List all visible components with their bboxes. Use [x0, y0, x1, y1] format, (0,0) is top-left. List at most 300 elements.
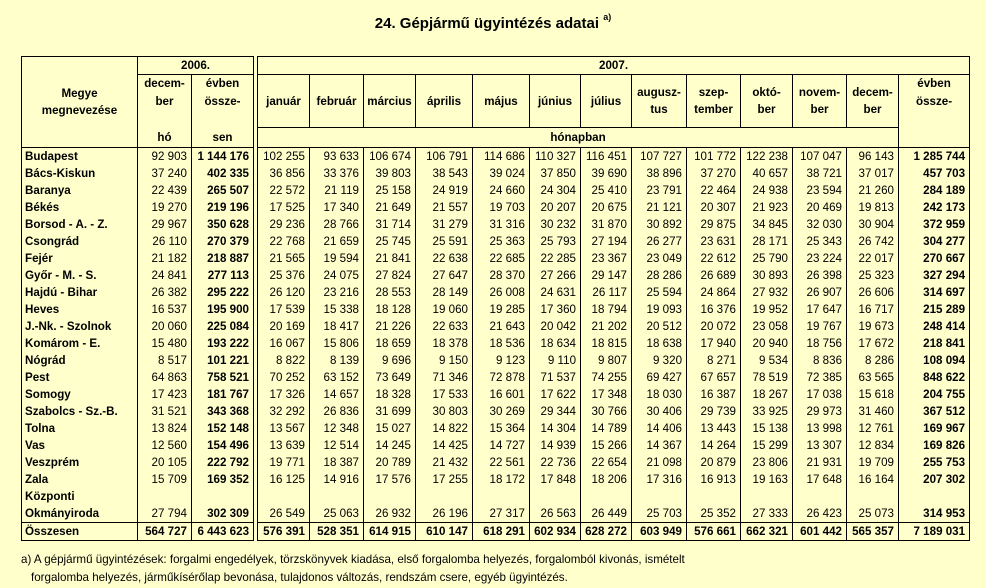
- cell-value: 29 739: [687, 403, 741, 420]
- cell-value: 169 967: [899, 420, 970, 437]
- cell-value: 13 998: [793, 420, 847, 437]
- cell-value: [847, 488, 899, 505]
- table-row: [22, 199, 970, 216]
- cell-value: 17 576: [364, 471, 416, 488]
- cell-value: 96 143: [847, 148, 899, 166]
- title-text: 24. Gépjármű ügyintézés adatai: [374, 15, 600, 32]
- cell-value: 14 425: [416, 437, 473, 454]
- cell-value: 17 647: [793, 301, 847, 318]
- cell-value: 21 557: [416, 199, 473, 216]
- cell-value: 23 058: [741, 318, 793, 335]
- cell-value: 15 338: [310, 301, 364, 318]
- cell-value: 19 594: [310, 250, 364, 267]
- cell-value: 350 628: [192, 216, 254, 233]
- cell-value: 662 321: [741, 523, 793, 541]
- cell-value: 21 923: [741, 199, 793, 216]
- cell-value: 36 856: [258, 165, 310, 182]
- county-name: Borsod - A. - Z.: [22, 216, 138, 233]
- cell-value: 242 173: [899, 199, 970, 216]
- cell-value: 21 649: [364, 199, 416, 216]
- cell-value: 19 093: [632, 301, 687, 318]
- table-row: [22, 335, 970, 352]
- cell-value: 18 756: [793, 335, 847, 352]
- cell-value: 16 376: [687, 301, 741, 318]
- cell-value: 18 794: [581, 301, 632, 318]
- cell-value: 26 423: [793, 505, 847, 523]
- cell-value: 21 432: [416, 454, 473, 471]
- cell-value: 26 277: [632, 233, 687, 250]
- cell-value: 28 171: [741, 233, 793, 250]
- cell-value: [581, 488, 632, 505]
- cell-value: 20 307: [687, 199, 741, 216]
- cell-value: 17 672: [847, 335, 899, 352]
- cell-value: 21 565: [258, 250, 310, 267]
- county-name: Budapest: [22, 148, 138, 166]
- month-dec-header: decem- ber: [847, 75, 899, 128]
- cell-value: 8 822: [258, 352, 310, 369]
- cell-value: 19 270: [138, 199, 192, 216]
- cell-value: 63 152: [310, 369, 364, 386]
- cell-value: 27 824: [364, 267, 416, 284]
- cell-value: 72 385: [793, 369, 847, 386]
- cell-value: 22 572: [258, 182, 310, 199]
- county-name: Békés: [22, 199, 138, 216]
- month-jul-header: július: [581, 75, 632, 128]
- cell-value: 30 269: [473, 403, 530, 420]
- cell-value: 25 703: [632, 505, 687, 523]
- cell-value: 21 931: [793, 454, 847, 471]
- page-title: [0, 14, 986, 32]
- cell-value: 18 634: [530, 335, 581, 352]
- cell-value: 72 878: [473, 369, 530, 386]
- county-name: Fejér: [22, 250, 138, 267]
- cell-value: 15 138: [741, 420, 793, 437]
- cell-value: 17 326: [258, 386, 310, 403]
- cell-value: 17 255: [416, 471, 473, 488]
- table-row: [22, 369, 970, 386]
- cell-value: 169 352: [192, 471, 254, 488]
- cell-value: 7 189 031: [899, 523, 970, 541]
- county-header: Megye megnevezése: [22, 57, 138, 148]
- cell-value: 21 659: [310, 233, 364, 250]
- county-name: Zala: [22, 471, 138, 488]
- cell-value: 37 017: [847, 165, 899, 182]
- cell-value: 28 149: [416, 284, 473, 301]
- cell-value: 23 791: [632, 182, 687, 199]
- cell-value: 576 391: [258, 523, 310, 541]
- cell-value: 18 815: [581, 335, 632, 352]
- cell-value: 12 761: [847, 420, 899, 437]
- honapban-header: hónapban: [258, 128, 899, 148]
- total-2007-header: évben össze-: [899, 75, 970, 148]
- cell-value: 29 344: [530, 403, 581, 420]
- cell-value: 21 202: [581, 318, 632, 335]
- cell-value: 270 379: [192, 233, 254, 250]
- cell-value: 19 952: [741, 301, 793, 318]
- cell-value: 26 008: [473, 284, 530, 301]
- cell-value: 314 953: [899, 505, 970, 523]
- table-row: [22, 216, 970, 233]
- cell-value: 28 553: [364, 284, 416, 301]
- cell-value: 24 660: [473, 182, 530, 199]
- cell-value: 107 047: [793, 148, 847, 166]
- cell-value: 24 864: [687, 284, 741, 301]
- cell-value: 14 245: [364, 437, 416, 454]
- cell-value: 16 537: [138, 301, 192, 318]
- cell-value: 30 232: [530, 216, 581, 233]
- cell-value: 16 164: [847, 471, 899, 488]
- cell-value: 24 075: [310, 267, 364, 284]
- cell-value: 20 469: [793, 199, 847, 216]
- cell-value: 22 285: [530, 250, 581, 267]
- cell-value: 21 226: [364, 318, 416, 335]
- cell-value: 207 302: [899, 471, 970, 488]
- cell-value: 20 169: [258, 318, 310, 335]
- cell-value: 169 826: [899, 437, 970, 454]
- table-row: [22, 386, 970, 403]
- cell-value: 31 460: [847, 403, 899, 420]
- cell-value: 26 563: [530, 505, 581, 523]
- cell-value: 848 622: [899, 369, 970, 386]
- cell-value: 19 163: [741, 471, 793, 488]
- cell-value: 16 067: [258, 335, 310, 352]
- cell-value: 27 194: [581, 233, 632, 250]
- cell-value: 17 316: [632, 471, 687, 488]
- cell-value: 26 110: [138, 233, 192, 250]
- cell-value: 116 451: [581, 148, 632, 166]
- cell-value: 15 618: [847, 386, 899, 403]
- cell-value: 22 685: [473, 250, 530, 267]
- cell-value: 69 427: [632, 369, 687, 386]
- cell-value: 23 216: [310, 284, 364, 301]
- cell-value: 67 657: [687, 369, 741, 386]
- cell-value: [632, 488, 687, 505]
- cell-value: 26 606: [847, 284, 899, 301]
- year-2006-header: 2006.: [138, 57, 254, 75]
- cell-value: 31 714: [364, 216, 416, 233]
- cell-value: 71 537: [530, 369, 581, 386]
- cell-value: 21 260: [847, 182, 899, 199]
- cell-value: 564 727: [138, 523, 192, 541]
- cell-value: 618 291: [473, 523, 530, 541]
- cell-value: [687, 488, 741, 505]
- cell-value: 25 745: [364, 233, 416, 250]
- cell-value: 26 549: [258, 505, 310, 523]
- cell-value: 17 038: [793, 386, 847, 403]
- county-name: Szabolcs - Sz.-B.: [22, 403, 138, 420]
- cell-value: 110 327: [530, 148, 581, 166]
- cell-value: 22 612: [687, 250, 741, 267]
- cell-value: 277 113: [192, 267, 254, 284]
- cell-value: 38 896: [632, 165, 687, 182]
- cell-value: 25 591: [416, 233, 473, 250]
- cell-value: 31 699: [364, 403, 416, 420]
- cell-value: 30 893: [741, 267, 793, 284]
- cell-value: 18 378: [416, 335, 473, 352]
- table-row: [22, 267, 970, 284]
- cell-value: 22 736: [530, 454, 581, 471]
- cell-value: 19 709: [847, 454, 899, 471]
- cell-value: 8 517: [138, 352, 192, 369]
- cell-value: 30 892: [632, 216, 687, 233]
- cell-value: 8 836: [793, 352, 847, 369]
- cell-value: 16 601: [473, 386, 530, 403]
- cell-value: 20 879: [687, 454, 741, 471]
- cell-value: 152 148: [192, 420, 254, 437]
- cell-value: 25 073: [847, 505, 899, 523]
- cell-value: 14 304: [530, 420, 581, 437]
- cell-value: 39 690: [581, 165, 632, 182]
- county-name: Somogy: [22, 386, 138, 403]
- cell-value: 28 286: [632, 267, 687, 284]
- cell-value: 20 675: [581, 199, 632, 216]
- table-row: [22, 454, 970, 471]
- total-row: [22, 523, 970, 541]
- cell-value: 8 271: [687, 352, 741, 369]
- cell-value: 31 870: [581, 216, 632, 233]
- cell-value: 26 398: [793, 267, 847, 284]
- table-row: [22, 148, 970, 166]
- cell-value: 107 727: [632, 148, 687, 166]
- cell-value: 14 657: [310, 386, 364, 403]
- cell-value: 15 806: [310, 335, 364, 352]
- cell-value: 64 863: [138, 369, 192, 386]
- cell-value: 24 938: [741, 182, 793, 199]
- cell-value: 17 533: [416, 386, 473, 403]
- cell-value: 16 913: [687, 471, 741, 488]
- cell-value: 19 767: [793, 318, 847, 335]
- cell-value: 15 709: [138, 471, 192, 488]
- cell-value: 21 643: [473, 318, 530, 335]
- cell-value: 40 657: [741, 165, 793, 182]
- cell-value: 24 304: [530, 182, 581, 199]
- cell-value: 20 042: [530, 318, 581, 335]
- cell-value: [473, 488, 530, 505]
- cell-value: 73 649: [364, 369, 416, 386]
- cell-value: 108 094: [899, 352, 970, 369]
- cell-value: [364, 488, 416, 505]
- cell-value: 12 560: [138, 437, 192, 454]
- cell-value: 30 904: [847, 216, 899, 233]
- county-name: Bács-Kiskun: [22, 165, 138, 182]
- cell-value: 32 030: [793, 216, 847, 233]
- cell-value: [899, 488, 970, 505]
- cell-value: 93 633: [310, 148, 364, 166]
- cell-value: 18 638: [632, 335, 687, 352]
- cell-value: 39 803: [364, 165, 416, 182]
- cell-value: 255 753: [899, 454, 970, 471]
- county-name: Heves: [22, 301, 138, 318]
- county-name: Veszprém: [22, 454, 138, 471]
- cell-value: 27 333: [741, 505, 793, 523]
- county-name: Központi: [22, 488, 138, 505]
- table-row: [22, 352, 970, 369]
- cell-value: 17 539: [258, 301, 310, 318]
- cell-value: 74 255: [581, 369, 632, 386]
- footnote-line-2: forgalomba helyezés, járműkísérőlap bevonása, tulajdonos változás, rendszám csere, egyéb ügyintézés.: [31, 571, 568, 584]
- cell-value: 21 182: [138, 250, 192, 267]
- cell-value: 16 717: [847, 301, 899, 318]
- cell-value: 25 790: [741, 250, 793, 267]
- cell-value: 21 841: [364, 250, 416, 267]
- cell-value: 8 286: [847, 352, 899, 369]
- cell-value: 9 123: [473, 352, 530, 369]
- cell-value: 17 423: [138, 386, 192, 403]
- cell-value: 22 654: [581, 454, 632, 471]
- cell-value: 19 673: [847, 318, 899, 335]
- cell-value: 565 357: [847, 523, 899, 541]
- cell-value: 402 335: [192, 165, 254, 182]
- cell-value: 215 289: [899, 301, 970, 318]
- cell-value: [258, 488, 310, 505]
- year-2007-header: 2007.: [258, 57, 970, 75]
- cell-value: 29 236: [258, 216, 310, 233]
- cell-value: 21 121: [632, 199, 687, 216]
- cell-value: 20 105: [138, 454, 192, 471]
- cell-value: 25 343: [793, 233, 847, 250]
- cell-value: 21 119: [310, 182, 364, 199]
- cell-value: 17 648: [793, 471, 847, 488]
- month-aug-header: augusz- tus: [632, 75, 687, 128]
- cell-value: 26 449: [581, 505, 632, 523]
- cell-value: 12 834: [847, 437, 899, 454]
- cell-value: 20 207: [530, 199, 581, 216]
- cell-value: 15 480: [138, 335, 192, 352]
- table-row: [22, 488, 970, 505]
- cell-value: 222 792: [192, 454, 254, 471]
- cell-value: 13 443: [687, 420, 741, 437]
- county-name: Komárom - E.: [22, 335, 138, 352]
- county-name: Hajdú - Bihar: [22, 284, 138, 301]
- cell-value: 122 238: [741, 148, 793, 166]
- cell-value: 26 120: [258, 284, 310, 301]
- cell-value: 295 222: [192, 284, 254, 301]
- cell-value: [530, 488, 581, 505]
- cell-value: 92 903: [138, 148, 192, 166]
- county-name: J.-Nk. - Szolnok: [22, 318, 138, 335]
- county-name: Csongrád: [22, 233, 138, 250]
- cell-value: 17 848: [530, 471, 581, 488]
- table-row: [22, 165, 970, 182]
- cell-value: 25 793: [530, 233, 581, 250]
- cell-value: 18 387: [310, 454, 364, 471]
- cell-value: 15 299: [741, 437, 793, 454]
- cell-value: 26 742: [847, 233, 899, 250]
- cell-value: 114 686: [473, 148, 530, 166]
- cell-value: 25 376: [258, 267, 310, 284]
- month-jan-header: január: [258, 75, 310, 128]
- cell-value: 154 496: [192, 437, 254, 454]
- county-name: Pest: [22, 369, 138, 386]
- cell-value: 14 406: [632, 420, 687, 437]
- cell-value: 25 158: [364, 182, 416, 199]
- cell-value: 18 417: [310, 318, 364, 335]
- county-name: Győr - M. - S.: [22, 267, 138, 284]
- month-jun-header: június: [530, 75, 581, 128]
- county-name: Összesen: [22, 523, 138, 541]
- cell-value: 14 727: [473, 437, 530, 454]
- cell-value: 20 512: [632, 318, 687, 335]
- month-sep-header: szep- tember: [687, 75, 741, 128]
- cell-value: 37 240: [138, 165, 192, 182]
- cell-value: 18 030: [632, 386, 687, 403]
- cell-value: 20 060: [138, 318, 192, 335]
- cell-value: 9 110: [530, 352, 581, 369]
- cell-value: 25 363: [473, 233, 530, 250]
- total-2006-header: évben össze- sen: [192, 75, 254, 148]
- cell-value: 23 049: [632, 250, 687, 267]
- cell-value: 17 622: [530, 386, 581, 403]
- cell-value: 63 565: [847, 369, 899, 386]
- cell-value: 26 196: [416, 505, 473, 523]
- cell-value: 22 464: [687, 182, 741, 199]
- cell-value: 22 439: [138, 182, 192, 199]
- data-table: [21, 56, 970, 541]
- cell-value: 17 340: [310, 199, 364, 216]
- cell-value: 27 317: [473, 505, 530, 523]
- cell-value: 22 561: [473, 454, 530, 471]
- cell-value: 29 875: [687, 216, 741, 233]
- cell-value: 602 934: [530, 523, 581, 541]
- cell-value: 38 721: [793, 165, 847, 182]
- cell-value: 37 850: [530, 165, 581, 182]
- cell-value: 26 907: [793, 284, 847, 301]
- month-apr-header: április: [416, 75, 473, 128]
- cell-value: 34 845: [741, 216, 793, 233]
- cell-value: 26 382: [138, 284, 192, 301]
- cell-value: 24 841: [138, 267, 192, 284]
- cell-value: 218 841: [899, 335, 970, 352]
- cell-value: 758 521: [192, 369, 254, 386]
- cell-value: 29 967: [138, 216, 192, 233]
- county-name: Baranya: [22, 182, 138, 199]
- cell-value: 219 196: [192, 199, 254, 216]
- cell-value: 302 309: [192, 505, 254, 523]
- cell-value: 628 272: [581, 523, 632, 541]
- cell-value: 17 940: [687, 335, 741, 352]
- cell-value: 18 536: [473, 335, 530, 352]
- cell-value: 9 807: [581, 352, 632, 369]
- cell-value: 15 266: [581, 437, 632, 454]
- month-feb-header: február: [310, 75, 364, 128]
- cell-value: 30 766: [581, 403, 632, 420]
- county-name: Okmányiroda: [22, 505, 138, 523]
- cell-value: 25 410: [581, 182, 632, 199]
- table-row: [22, 301, 970, 318]
- cell-value: 21 098: [632, 454, 687, 471]
- cell-value: 16 387: [687, 386, 741, 403]
- cell-value: 19 060: [416, 301, 473, 318]
- cell-value: [310, 488, 364, 505]
- cell-value: 327 294: [899, 267, 970, 284]
- cell-value: 30 803: [416, 403, 473, 420]
- table-row: [22, 420, 970, 437]
- cell-value: 19 285: [473, 301, 530, 318]
- cell-value: 37 270: [687, 165, 741, 182]
- cell-value: 24 919: [416, 182, 473, 199]
- footnote-line-1: a) A gépjármű ügyintézések: forgalmi engedélyek, törzskönyvek kiadása, első forgalomba helyezés, forgalomból kivonás, ismételt: [21, 553, 685, 566]
- cell-value: 601 442: [793, 523, 847, 541]
- cell-value: 270 667: [899, 250, 970, 267]
- cell-value: 265 507: [192, 182, 254, 199]
- cell-value: 25 594: [632, 284, 687, 301]
- cell-value: 372 959: [899, 216, 970, 233]
- cell-value: 1 285 744: [899, 148, 970, 166]
- month-mar-header: március: [364, 75, 416, 128]
- cell-value: 25 352: [687, 505, 741, 523]
- table-row: [22, 233, 970, 250]
- footnote: [21, 551, 685, 587]
